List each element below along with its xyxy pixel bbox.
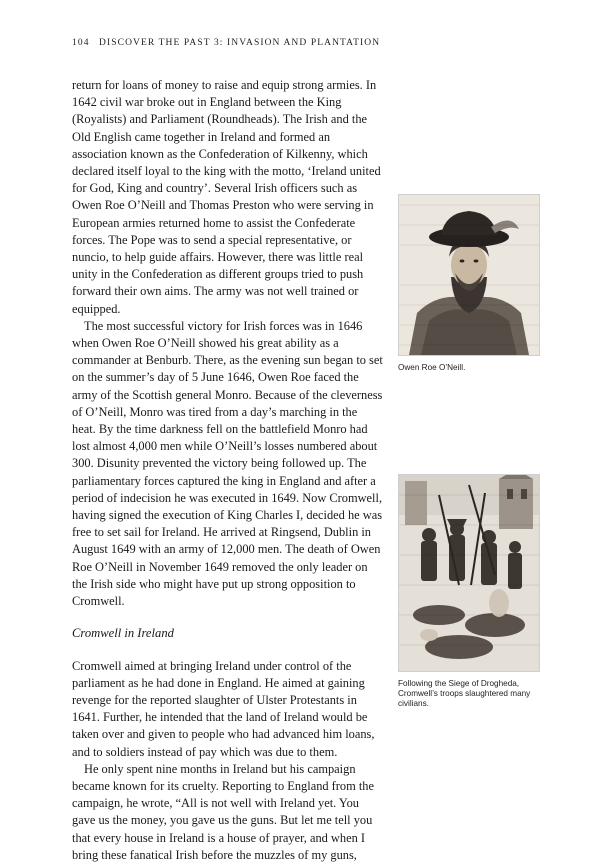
owen-roe-portrait-image [398,194,540,356]
drogheda-caption: Following the Siege of Drogheda, Cromwell’s troops slaughtered many civilians. [398,679,531,709]
paragraph-2: The most successful victory for Irish forces was in 1646 when Owen Roe O’Neill showed his great ability as a commander at Benburb. There, as the evening sun began to set on the summer’s day of 5 June 1646, Owen Roe faced the army of the Scottish general Monro. Because of the cleverness of O’Neill, Monro was tired from a day’s marching in the heat. By the time darkness fell on the battlefield Monro had lost almost 4,000 men while O’Neill’s losses numbered about 300. Disunity prevented the victory being followed up. The parliamentary forces captured the king in England and after a period of indecision he was executed in 1649. Now Cromwell, having signed the execution of King Charles I, decided he was free to set sail for Ireland. He arrived at Ringsend, Dublin in August 1649 with an army of 12,000 men. The death of Owen Roe O’Neill in November 1649 removed the only leader on the Irish side who might have put up strong opposition to Cromwell. [72,318,383,609]
drogheda-massacre-image [398,474,540,672]
paragraph-3: Cromwell aimed at bringing Ireland under control of the parliament as he had done in England. He aimed at gaining revenge for the reported slaughter of Ulster Protestants in 1641. Further, he intended that the land of Ireland would be taken over and given to people who had advanced him loans, and to soldiers instead of pay which was due to them. [72,658,375,759]
running-title: DISCOVER THE PAST 3: INVASION AND PLANTATION [99,38,381,48]
running-head [72,38,380,48]
paragraph-4: He only spent nine months in Ireland but his campaign became known for its cruelty. Reporting to England from the campaign, he wrote, “All is not well with Ireland yet. You gave us the money, you gave us the guns. But let me tell you that every house in Ireland is a house of prayer, and when I bring these fanatical Irish before the muzzles of my guns, [72,761,374,862]
main-text-column [72,77,384,864]
paragraph-1: return for loans of money to raise and equip strong armies. In 1642 civil war broke out in England between the King (Royalists) and Parliament (Roundheads). The Irish and the Old English came together in Ireland and formed an association known as the Confederation of Kilkenny, which declared itself loyal to the king with the motto, ‘Ireland united for God, King and country’. Several Irish officers such as Owen Roe O’Neill and Thomas Preston who were serving in European armies returned home to assist the Confederate forces. The Pope was to send a special representative, or nuncio, to help guide affairs. However, there was little real unity in the Confederation as different groups tried to push forward their own aims. The army was not well trained or equipped. [72,78,381,316]
portrait-figure [398,194,538,373]
section-heading: Cromwell in Ireland [72,626,174,641]
drogheda-figure [398,474,538,710]
portrait-caption: Owen Roe O’Neill. [398,363,466,372]
page-number: 104 [72,38,90,48]
